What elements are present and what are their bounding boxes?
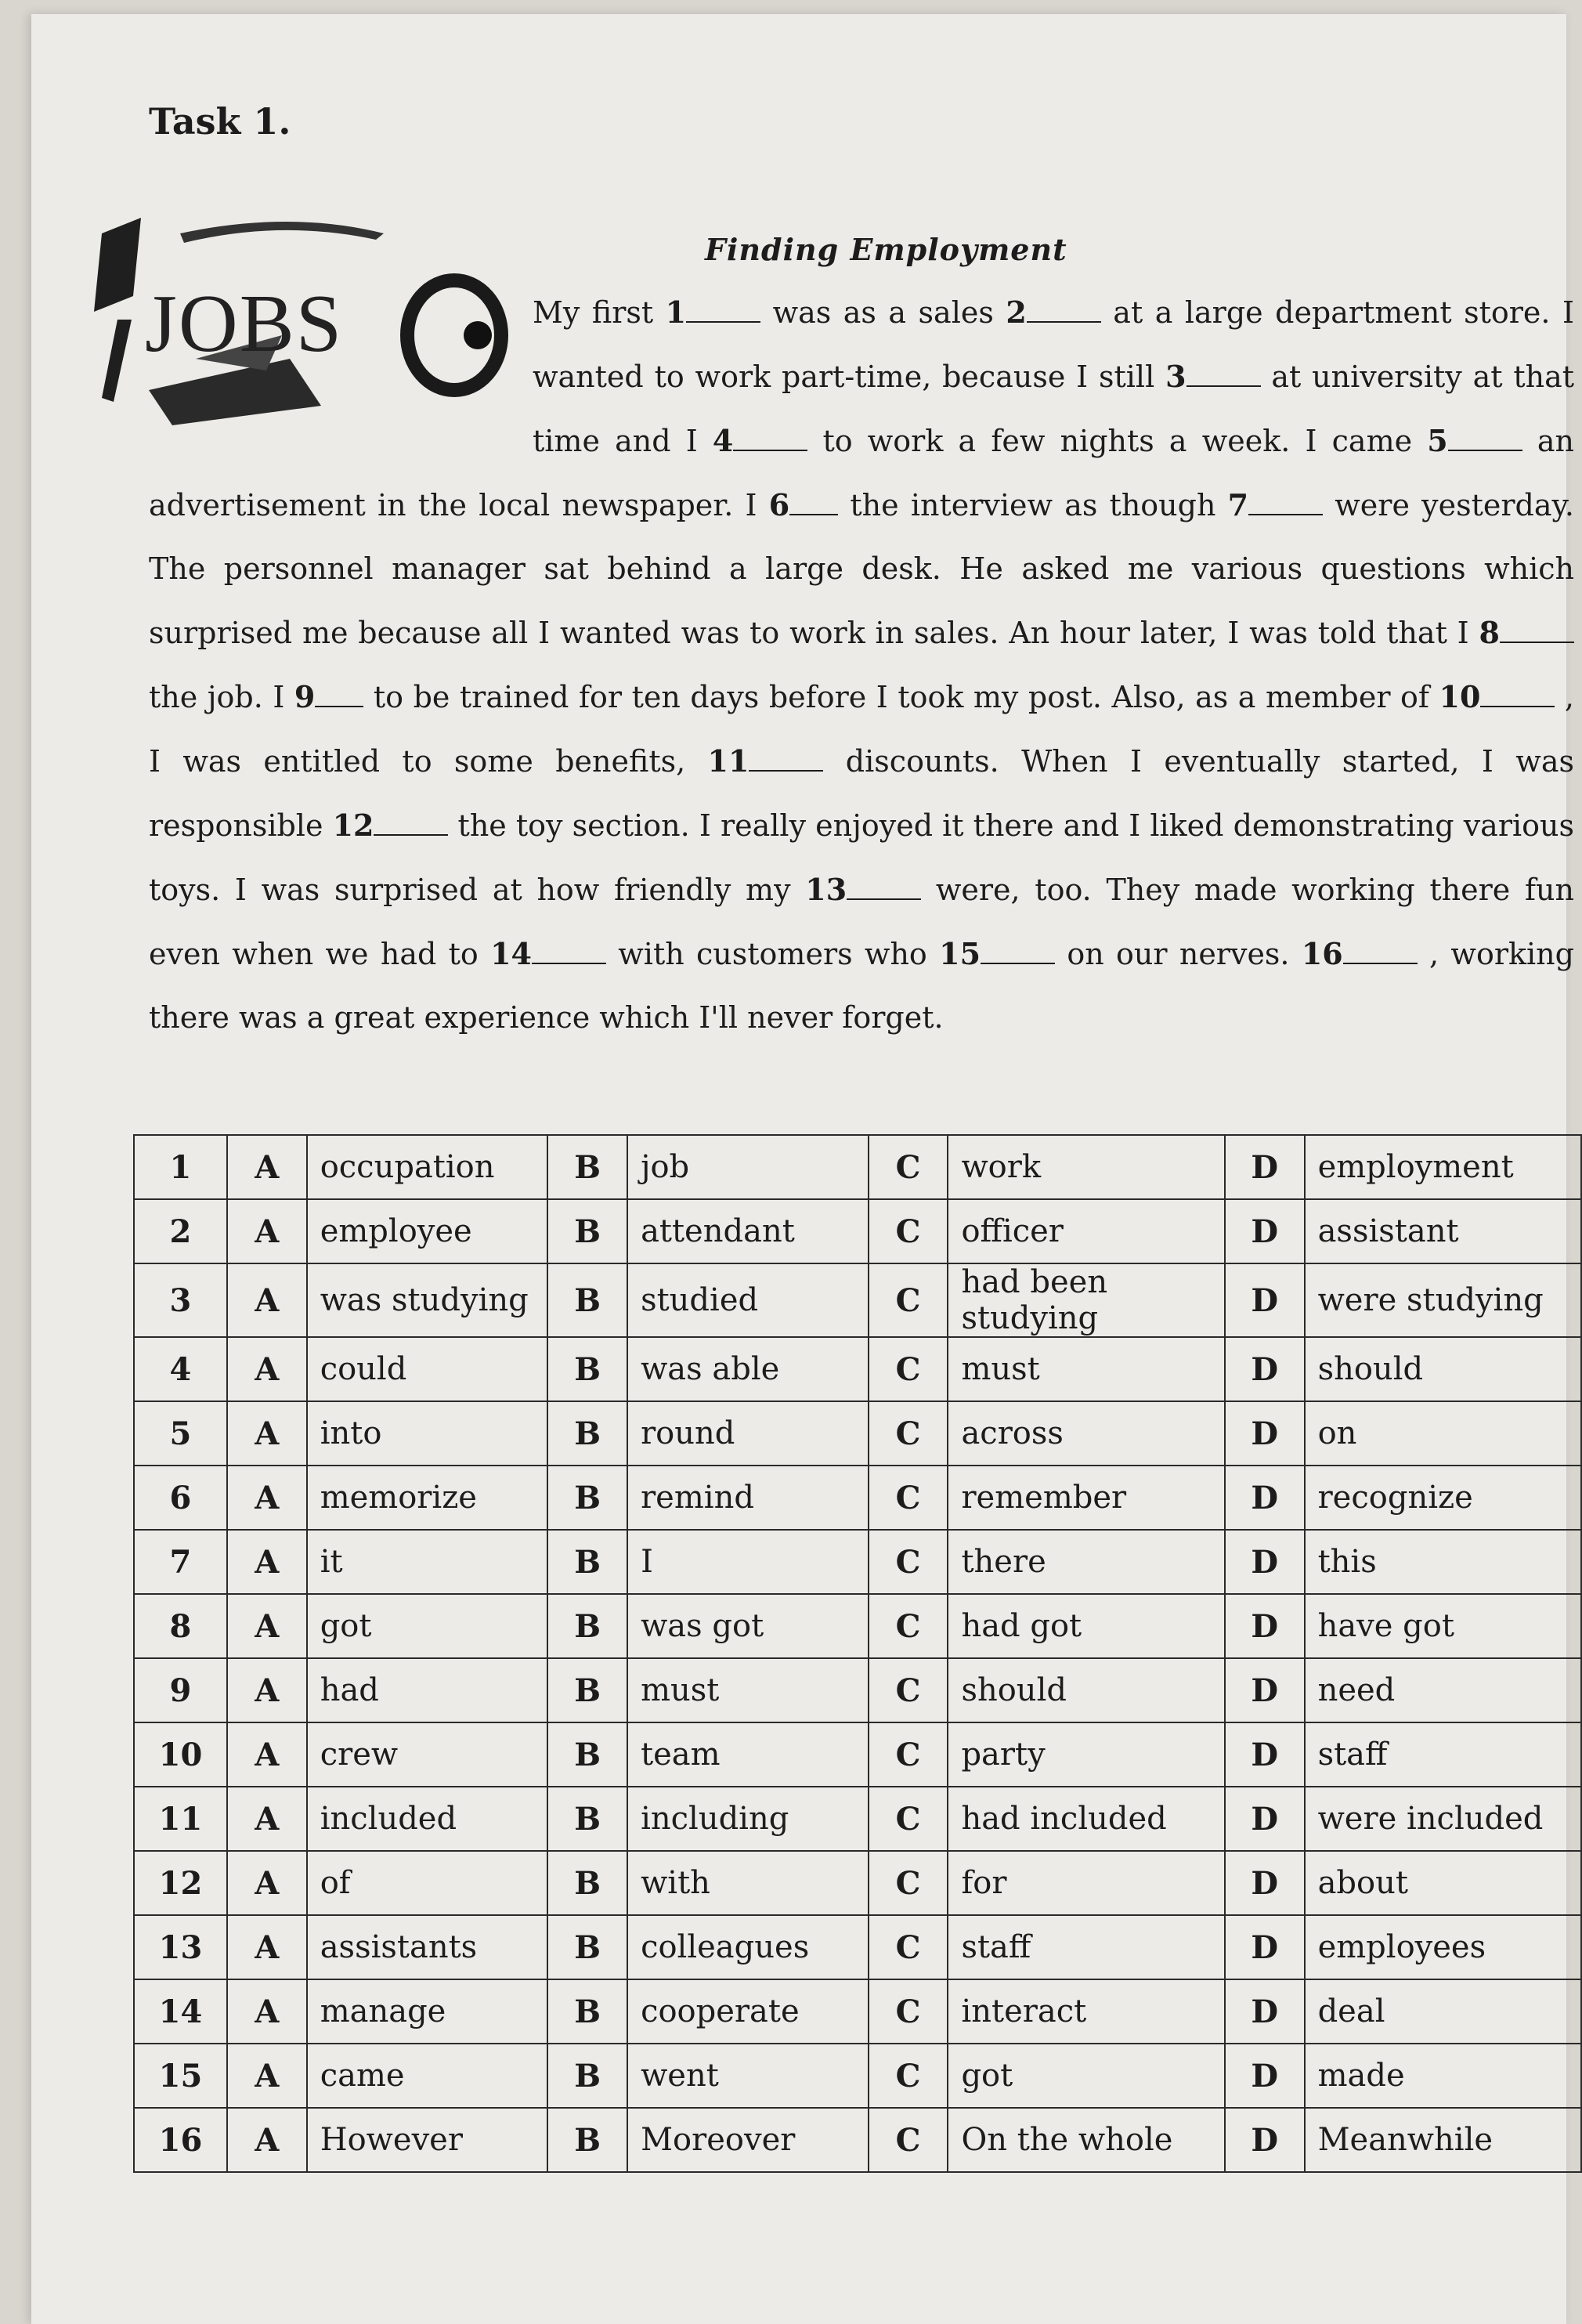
option-b[interactable]: including [627, 1787, 869, 1851]
option-c[interactable]: for [948, 1851, 1224, 1915]
task-title: Task 1. [149, 100, 291, 143]
passage-segment: discounts. When I eventually started, I was responsible [149, 744, 1574, 843]
question-number: 4 [134, 1337, 227, 1401]
option-letter: B [547, 1722, 627, 1787]
option-letter: C [869, 1530, 948, 1594]
option-c[interactable]: must [948, 1337, 1224, 1401]
option-letter: D [1225, 1722, 1305, 1787]
option-letter: B [547, 1466, 627, 1530]
option-letter: D [1225, 1337, 1305, 1401]
option-b[interactable]: cooperate [627, 1979, 869, 2044]
option-a[interactable]: assistants [307, 1915, 548, 1979]
option-a[interactable]: However [307, 2108, 548, 2172]
question-number: 11 [134, 1787, 227, 1851]
option-a[interactable]: it [307, 1530, 548, 1594]
question-number: 15 [134, 2044, 227, 2108]
option-letter: D [1225, 1199, 1305, 1263]
passage-segment: to be trained for ten days before I took my post. Also, as a member of [363, 680, 1439, 714]
option-letter: B [547, 1199, 627, 1263]
option-a[interactable]: included [307, 1787, 548, 1851]
passage-segment: at university at that time and I [533, 360, 1575, 458]
option-letter: C [869, 1337, 948, 1401]
option-a[interactable]: of [307, 1851, 548, 1915]
option-row [134, 1915, 1581, 1979]
gap-blank[interactable] [374, 811, 448, 836]
option-letter: A [227, 1787, 307, 1851]
gap-number: 7 [1227, 487, 1249, 522]
option-b[interactable]: studied [627, 1263, 869, 1337]
option-letter: C [869, 1466, 948, 1530]
option-letter: B [547, 1530, 627, 1594]
option-row [134, 1337, 1581, 1401]
gap-number: 13 [805, 872, 847, 907]
option-letter: D [1225, 1979, 1305, 2044]
option-c[interactable]: there [948, 1530, 1224, 1594]
option-c[interactable]: work [948, 1135, 1224, 1199]
option-c[interactable]: On the whole [948, 2108, 1224, 2172]
option-c[interactable]: had included [948, 1787, 1224, 1851]
question-number: 10 [134, 1722, 227, 1787]
gap-number: 10 [1439, 679, 1481, 714]
passage-segment: were, too. They made working there fun even when we had to [149, 873, 1574, 971]
option-a[interactable]: could [307, 1337, 548, 1401]
option-d[interactable]: should [1305, 1337, 1581, 1401]
question-number: 16 [134, 2108, 227, 2172]
gap-number: 4 [712, 423, 734, 458]
option-a[interactable]: got [307, 1594, 548, 1658]
gap-blank[interactable] [1027, 298, 1101, 323]
option-b[interactable]: was got [627, 1594, 869, 1658]
option-letter: D [1225, 1787, 1305, 1851]
option-letter: C [869, 1401, 948, 1466]
option-d[interactable]: this [1305, 1530, 1581, 1594]
option-b[interactable]: round [627, 1401, 869, 1466]
passage-segment: at a large department store. I wanted to work part-time, because I still [533, 295, 1574, 394]
option-d[interactable]: need [1305, 1658, 1581, 1722]
option-d[interactable]: made [1305, 2044, 1581, 2108]
question-number: 8 [134, 1594, 227, 1658]
passage-segment: the interview as though [838, 488, 1228, 522]
option-letter: B [547, 2044, 627, 2108]
option-letter: A [227, 2044, 307, 2108]
option-letter: B [547, 1979, 627, 2044]
option-letter: C [869, 2108, 948, 2172]
option-letter: D [1225, 1851, 1305, 1915]
question-number: 13 [134, 1915, 227, 1979]
option-d[interactable]: about [1305, 1851, 1581, 1915]
option-letter: A [227, 2108, 307, 2172]
passage-segment: , working there was a great experience which I'll never forget. [149, 937, 1574, 1035]
option-letter: D [1225, 1401, 1305, 1466]
passage-segment: with customers who [605, 937, 940, 971]
gap-number: 12 [332, 808, 374, 843]
passage-segment: , I was entitled to some benefits, [149, 680, 1574, 779]
option-letter: D [1225, 1135, 1305, 1199]
option-row [134, 1979, 1581, 2044]
option-a[interactable]: was studying [307, 1263, 548, 1337]
option-c[interactable]: across [948, 1401, 1224, 1466]
option-row [134, 1530, 1581, 1594]
option-letter: A [227, 1594, 307, 1658]
option-letter: A [227, 1466, 307, 1530]
question-number: 7 [134, 1530, 227, 1594]
option-letter: B [547, 2108, 627, 2172]
option-row [134, 1466, 1581, 1530]
option-b[interactable]: Moreover [627, 2108, 869, 2172]
option-row [134, 1135, 1581, 1199]
gap-blank[interactable] [532, 939, 606, 964]
option-letter: B [547, 1594, 627, 1658]
gap-blank[interactable] [749, 746, 823, 772]
gap-number: 16 [1301, 936, 1343, 971]
passage-segment: an advertisement in the local newspaper. I [149, 424, 1574, 522]
option-c[interactable]: interact [948, 1979, 1224, 2044]
passage-segment: My first [533, 295, 666, 330]
gap-blank[interactable] [733, 426, 807, 451]
gap-blank[interactable] [981, 939, 1055, 964]
option-a[interactable]: had [307, 1658, 548, 1722]
answer-options-table [133, 1134, 1582, 2173]
option-d[interactable]: staff [1305, 1722, 1581, 1787]
gap-blank[interactable] [1500, 618, 1574, 643]
option-row [134, 1851, 1581, 1915]
option-row [134, 1594, 1581, 1658]
option-d[interactable]: recognize [1305, 1466, 1581, 1530]
option-b[interactable]: job [627, 1135, 869, 1199]
option-letter: D [1225, 1658, 1305, 1722]
option-letter: A [227, 1401, 307, 1466]
option-a[interactable]: into [307, 1401, 548, 1466]
option-letter: D [1225, 2044, 1305, 2108]
option-b[interactable]: was able [627, 1337, 869, 1401]
gap-blank[interactable] [315, 682, 363, 707]
gap-blank[interactable] [789, 490, 838, 515]
option-c[interactable]: party [948, 1722, 1224, 1787]
worksheet-page [31, 14, 1575, 2324]
option-a[interactable]: memorize [307, 1466, 548, 1530]
question-number: 2 [134, 1199, 227, 1263]
passage-segment: on our nerves. [1055, 937, 1302, 971]
option-letter: B [547, 1135, 627, 1199]
option-c[interactable]: got [948, 2044, 1224, 2108]
option-d[interactable]: Meanwhile [1305, 2108, 1581, 2172]
option-letter: A [227, 1722, 307, 1787]
gap-number: 15 [939, 936, 981, 971]
option-letter: A [227, 1337, 307, 1401]
passage-segment: were yesterday. The personnel manager sat behind a large desk. He asked me various questions which surprised me because all I wanted was to work in sales. An hour later, I was told that I [149, 488, 1574, 650]
gap-blank[interactable] [1343, 939, 1418, 964]
passage-text [149, 280, 1574, 1050]
option-b[interactable]: attendant [627, 1199, 869, 1263]
option-letter: D [1225, 1915, 1305, 1979]
logo-text: JOBS [145, 277, 344, 369]
question-number: 6 [134, 1466, 227, 1530]
option-d[interactable]: have got [1305, 1594, 1581, 1658]
gap-number: 11 [707, 743, 749, 779]
gap-blank[interactable] [686, 298, 760, 323]
option-d[interactable]: were studying [1305, 1263, 1581, 1337]
option-letter: A [227, 1979, 307, 2044]
option-letter: C [869, 1787, 948, 1851]
option-letter: A [227, 1851, 307, 1915]
option-letter: A [227, 1199, 307, 1263]
gap-number: 14 [490, 936, 532, 971]
option-letter: D [1225, 1594, 1305, 1658]
passage-segment: the toy section. I really enjoyed it there and I liked demonstrating various toys. I was surprised at how friendly my [149, 808, 1574, 907]
option-row [134, 1722, 1581, 1787]
option-c[interactable]: should [948, 1658, 1224, 1722]
question-number: 14 [134, 1979, 227, 2044]
option-d[interactable]: on [1305, 1401, 1581, 1466]
option-letter: B [547, 1787, 627, 1851]
option-letter: C [869, 1979, 948, 2044]
gap-number: 2 [1006, 295, 1027, 330]
question-number: 1 [134, 1135, 227, 1199]
option-letter: D [1225, 1263, 1305, 1337]
option-a[interactable]: manage [307, 1979, 548, 2044]
option-letter: D [1225, 2108, 1305, 2172]
option-row [134, 1199, 1581, 1263]
option-c[interactable]: remember [948, 1466, 1224, 1530]
option-letter: C [869, 1658, 948, 1722]
gap-blank[interactable] [1448, 426, 1522, 451]
option-b[interactable]: with [627, 1851, 869, 1915]
gap-number: 5 [1427, 423, 1448, 458]
option-letter: A [227, 1135, 307, 1199]
option-letter: B [547, 1401, 627, 1466]
question-number: 3 [134, 1263, 227, 1337]
option-b[interactable]: colleagues [627, 1915, 869, 1979]
question-number: 9 [134, 1658, 227, 1722]
option-d[interactable]: deal [1305, 1979, 1581, 2044]
option-letter: A [227, 1915, 307, 1979]
option-row [134, 1263, 1581, 1337]
gap-number: 6 [768, 487, 790, 522]
option-row [134, 1787, 1581, 1851]
passage-segment: to work a few nights a week. I came [807, 424, 1428, 458]
option-letter: B [547, 1851, 627, 1915]
question-number: 12 [134, 1851, 227, 1915]
option-letter: A [227, 1658, 307, 1722]
option-letter: C [869, 1263, 948, 1337]
option-letter: C [869, 1199, 948, 1263]
passage-segment: was as a sales [760, 295, 1006, 330]
option-d[interactable]: employees [1305, 1915, 1581, 1979]
option-letter: A [227, 1263, 307, 1337]
option-letter: C [869, 2044, 948, 2108]
option-row [134, 1658, 1581, 1722]
option-d[interactable]: were included [1305, 1787, 1581, 1851]
gap-number: 8 [1479, 615, 1500, 650]
option-c[interactable]: staff [948, 1915, 1224, 1979]
option-a[interactable]: came [307, 2044, 548, 2108]
passage-title: Finding Employment [705, 232, 1067, 267]
option-c[interactable]: officer [948, 1199, 1224, 1263]
option-letter: C [869, 1594, 948, 1658]
gap-number: 1 [665, 295, 687, 330]
option-a[interactable]: crew [307, 1722, 548, 1787]
option-c[interactable]: had got [948, 1594, 1224, 1658]
option-letter: D [1225, 1530, 1305, 1594]
option-b[interactable]: must [627, 1658, 869, 1722]
option-letter: B [547, 1658, 627, 1722]
option-letter: C [869, 1722, 948, 1787]
option-row [134, 2044, 1581, 2108]
gap-blank[interactable] [1186, 362, 1261, 387]
option-letter: C [869, 1851, 948, 1915]
option-b[interactable]: remind [627, 1466, 869, 1530]
option-b[interactable]: I [627, 1530, 869, 1594]
question-number: 5 [134, 1401, 227, 1466]
option-row [134, 2108, 1581, 2172]
gap-blank[interactable] [1480, 682, 1555, 707]
option-d[interactable]: employment [1305, 1135, 1581, 1199]
option-a[interactable]: occupation [307, 1135, 548, 1199]
option-letter: B [547, 1915, 627, 1979]
option-letter: B [547, 1337, 627, 1401]
option-letter: C [869, 1915, 948, 1979]
option-letter: B [547, 1263, 627, 1337]
gap-blank[interactable] [1248, 490, 1323, 515]
passage-segment: the job. I [149, 680, 294, 714]
gap-number: 3 [1165, 359, 1186, 394]
option-b[interactable]: team [627, 1722, 869, 1787]
option-letter: A [227, 1530, 307, 1594]
option-a[interactable]: employee [307, 1199, 548, 1263]
option-c[interactable]: had been studying [948, 1263, 1224, 1337]
option-d[interactable]: assistant [1305, 1199, 1581, 1263]
option-letter: C [869, 1135, 948, 1199]
gap-number: 9 [294, 679, 316, 714]
gap-blank[interactable] [847, 875, 921, 900]
option-letter: D [1225, 1466, 1305, 1530]
option-b[interactable]: went [627, 2044, 869, 2108]
option-row [134, 1401, 1581, 1466]
